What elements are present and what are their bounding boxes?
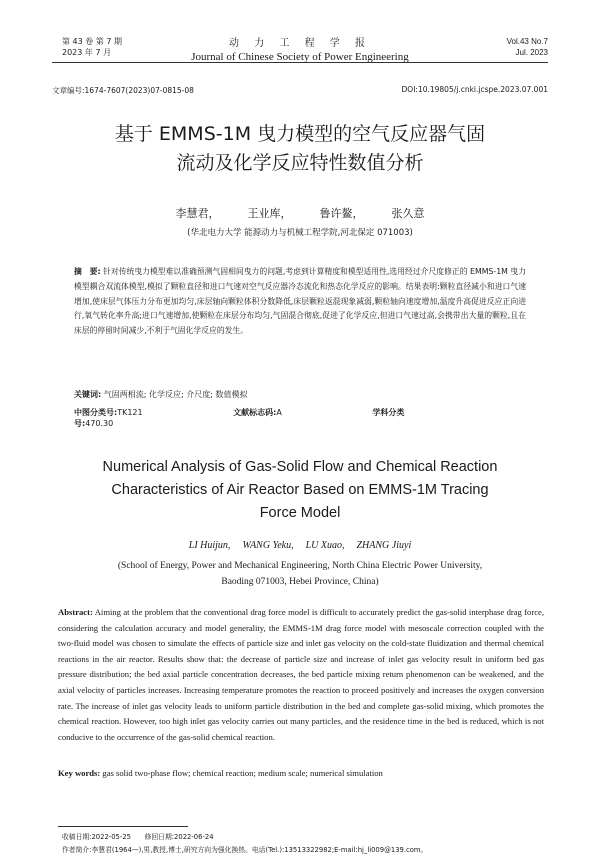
abstract-en-label: Abstract: xyxy=(58,607,93,617)
doi: DOI:10.19805/j.cnki.jcspe.2023.07.001 xyxy=(401,85,548,94)
volume-cn: 第 43 卷 第 7 期 xyxy=(62,37,122,46)
affiliation-cn: (华北电力大学 能源动力与机械工程学院,河北保定 071003) xyxy=(187,228,413,238)
header-journal xyxy=(160,34,440,63)
title-cn xyxy=(60,120,540,178)
title-en-line: Force Model xyxy=(259,505,341,521)
classification-row xyxy=(74,407,526,429)
subject-value: 470.30 xyxy=(85,419,114,428)
author-en: LU Xuao, xyxy=(305,540,345,551)
title-cn-line: 流动及化学反应特性数值分析 xyxy=(176,152,424,174)
journal-name-cn: 动 力 工 程 学 报 xyxy=(229,38,371,49)
affiliation-en-line: (School of Energy, Power and Mechanical Engineering, North China Electric Power University, xyxy=(117,561,483,571)
article-number: 文章编号:1674-7607(2023)07-0815-08 xyxy=(52,86,194,95)
author-cn: 鲁许鳌， xyxy=(319,207,364,220)
volume-en: Vol.43 No.7 xyxy=(506,37,548,46)
doc-code-value: A xyxy=(276,408,282,417)
header-volume-cn xyxy=(62,36,122,58)
header-divider xyxy=(52,62,548,63)
author-en: ZHANG Jiuyi xyxy=(356,540,412,551)
keywords-cn-label: 关键词: xyxy=(74,390,102,399)
received-date: 收稿日期:2022-05-25 修回日期:2022-06-24 xyxy=(62,833,214,841)
title-en-line: Numerical Analysis of Gas-Solid Flow and Chemical Reaction xyxy=(102,459,498,475)
authors-cn xyxy=(60,205,540,221)
clc-value: TK121 xyxy=(117,408,143,417)
date-en: Jul. 2023 xyxy=(515,48,548,57)
author-cn: 李慧君， xyxy=(175,207,220,220)
doc-code-field xyxy=(233,408,326,417)
author-en: WANG Yeku, xyxy=(242,540,294,551)
author-cn: 张久意 xyxy=(391,207,425,220)
title-en-line: Characteristics of Air Reactor Based on EMMS-1M Tracing xyxy=(111,482,489,498)
title-en xyxy=(60,456,540,525)
affiliation-en-line: Baoding 071003, Hebei Province, China) xyxy=(221,577,379,587)
journal-name-en: Journal of Chinese Society of Power Engineering xyxy=(191,51,409,63)
keywords-cn-text: 气固两相流; 化学反应; 介尺度; 数值模拟 xyxy=(103,390,248,399)
header-volume-en xyxy=(507,36,548,58)
date-cn: 2023 年 7 月 xyxy=(62,48,112,57)
author-bio: 作者简介:李慧君(1964—),男,教授,博士,研究方向为强化换热。电话(Tel.):13513322982;E-mail:hj_li009@139.com。 xyxy=(62,846,428,854)
abstract-cn-text: 针对传统曳力模型难以准确预测气固相间曳力的问题,考虑到计算精度和模型适用性,选用经过介尺度修正的 EMMS-1M 曳力模型耦合双流体模型,模拟了颗粒直径和进口气速对空气反应器冷态流化和热态化学反应的影响。结果表明:颗粒直径减小和进口气速增加,使床层气体压力分布更加均匀,床层轴向颗粒体积分数降低,床层颗粒返混现象减弱,颗粒轴向速度增加,温度升高促进反应正向进行,氧气转化率升高;进口气速增加,使颗粒在床层分布均匀,气固混合彻底,促进了化学反应,但进口气速过高,会携带出大量的颗粒,且在床层的停留时间减少,不利于气固化学反应的发生。 xyxy=(74,267,526,336)
keywords-en-label: Key words: xyxy=(58,768,101,778)
keywords-en-text: gas solid two-phase flow; chemical reaction; medium scale; numerical simulation xyxy=(102,768,383,778)
authors-en xyxy=(60,540,540,551)
clc-field xyxy=(74,408,187,417)
abstract-cn-label: 摘 要: xyxy=(74,267,101,276)
abstract-cn xyxy=(74,265,526,339)
clc-label: 中图分类号: xyxy=(74,408,118,417)
author-en: LI Huijun, xyxy=(188,540,231,551)
footnote-divider xyxy=(58,826,188,827)
keywords-cn xyxy=(74,389,526,400)
abstract-en xyxy=(58,605,544,745)
affiliation-en xyxy=(80,558,520,590)
subject-label: 学科分类号: xyxy=(74,408,405,428)
doc-code-label: 文献标志码: xyxy=(233,408,277,417)
title-cn-line: 基于 EMMS-1M 曳力模型的空气反应器气固 xyxy=(114,123,486,145)
author-cn: 王业库， xyxy=(247,207,292,220)
keywords-en xyxy=(58,768,544,778)
abstract-en-text: Aiming at the problem that the conventional drag force model is difficult to accurately predict the gas-solid interphase drag force, considering the calculation accuracy and model generality, the EMMS-1M drag force model with mesoscale correction coupled with the two-fluid model was chosen to simulate the effects of particle size and inlet gas velocity on the cold-state fluidization and thermal chemical reactions in the air reactor. Results show that: the decrease of particle size and increase of inlet gas velocity result in uniform bed gas pressure distribution; the bed axial particle concentration decreases, the bed particle mixing return phenomenon can be weakened, and the axial velocity of particles increases. Increasing temperature promotes the reaction to proceed positively and increases the oxygen conversion rate. The increase of inlet gas velocity leads to uniform particle distribution in the bed and complete gas-solid mixing, which promotes the chemical reaction. However, too high inlet gas velocity carries out many particles, and the residence time in the bed is reduced, which is not conducive to the occurrence of the gas-solid chemical reaction. xyxy=(58,607,544,742)
